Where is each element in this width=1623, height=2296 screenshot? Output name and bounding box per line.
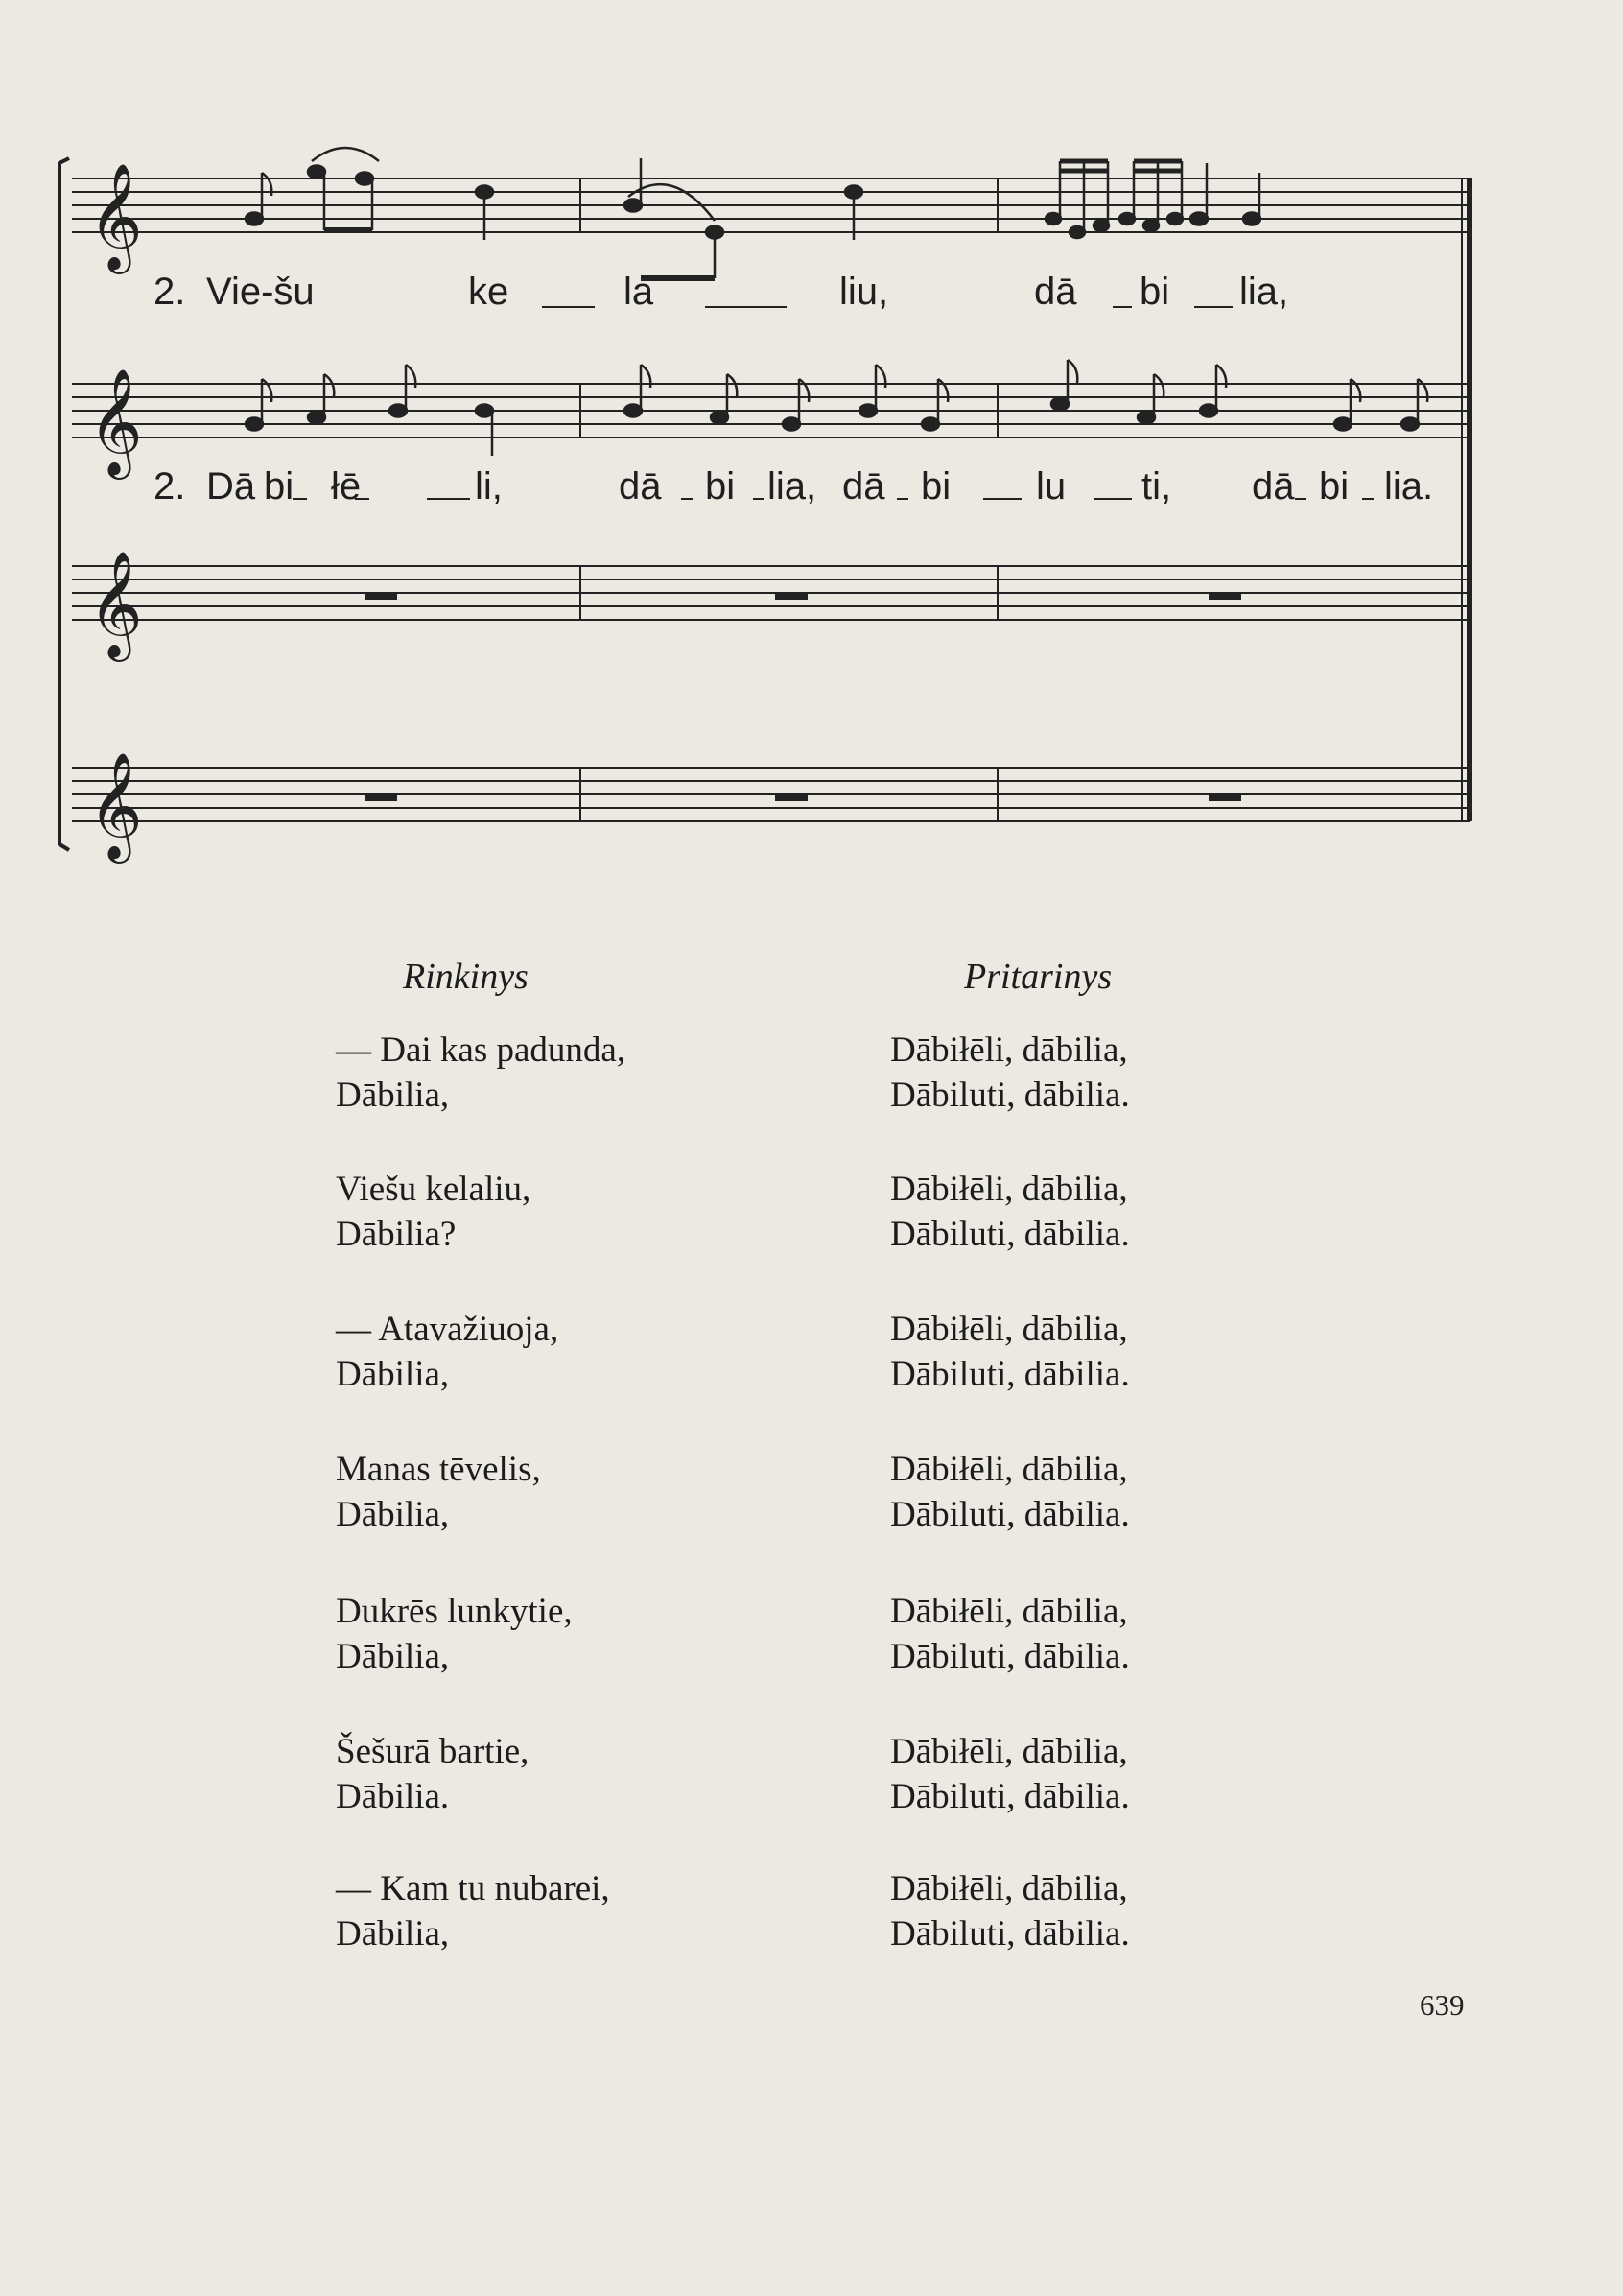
lyric-syllable: lia. xyxy=(1384,465,1434,508)
whole-rests xyxy=(365,593,1241,801)
verse-line: — Dai kas padunda, xyxy=(336,1030,626,1070)
lyric-syllable: bi xyxy=(705,465,736,508)
refrain-line: Dābiluti, dābilia. xyxy=(890,1637,1130,1676)
staff-3 xyxy=(72,566,1470,620)
lyric-syllable: la xyxy=(623,271,654,313)
lyric-syllable: dā xyxy=(1252,465,1295,508)
refrain-line: Dābiluti, dābilia. xyxy=(890,1355,1130,1394)
stanza-right xyxy=(890,1307,1130,1397)
lyric-syllable: bi xyxy=(1140,271,1170,313)
lyric-syllable: bi xyxy=(921,465,952,508)
staff-4 xyxy=(72,768,1470,821)
music-score xyxy=(0,0,1623,864)
lyric-syllable: lia, xyxy=(1239,271,1289,313)
stanza-left xyxy=(336,1589,573,1679)
refrain-line: Dābiluti, dābilia. xyxy=(890,1215,1130,1254)
treble-clef-icon: 𝄞 xyxy=(88,162,143,270)
stanza-left xyxy=(336,1307,558,1397)
refrain-line: Dābiłēli, dābilia, xyxy=(890,1170,1128,1209)
lyric-syllable: dā xyxy=(1034,271,1077,313)
treble-clef-icon: 𝄞 xyxy=(88,550,143,657)
staff-1-notes xyxy=(246,148,1260,278)
verse-line: Dābilia, xyxy=(336,1076,450,1115)
lyric-syllable: liu, xyxy=(839,271,889,313)
lyric-verse-number: 2. xyxy=(153,271,186,313)
score-staves xyxy=(0,0,1623,864)
lyric-dashes xyxy=(293,307,1374,499)
lyric-syllable: ti, xyxy=(1141,465,1172,508)
verse-line: Dukrēs lunkytie, xyxy=(336,1592,573,1631)
refrain-line: Dābiłēli, dābilia, xyxy=(890,1592,1128,1631)
stanza-left xyxy=(336,1729,529,1819)
lyric-syllable: łē xyxy=(331,465,362,508)
stanza-left xyxy=(336,1866,610,1956)
refrain-line: Dābiluti, dābilia. xyxy=(890,1777,1130,1816)
refrain-line: Dābiłēli, dābilia, xyxy=(890,1450,1128,1489)
lyric-syllable: bi xyxy=(1319,465,1350,508)
lyric-syllable: dā xyxy=(619,465,662,508)
verse-line: — Atavažiuoja, xyxy=(336,1310,559,1349)
refrain-line: Dābiłēli, dābilia, xyxy=(890,1030,1128,1070)
verse-line: Viešu kelaliu, xyxy=(336,1170,531,1209)
verse-line: Dābilia? xyxy=(336,1215,457,1254)
stanza-left xyxy=(336,1028,625,1118)
stanza-left xyxy=(336,1167,530,1257)
lyric-syllable: lu xyxy=(1036,465,1067,508)
heading-pritarinys: Pritarinys xyxy=(964,957,1113,997)
refrain-line: Dābiłēli, dābilia, xyxy=(890,1310,1128,1349)
lyric-syllable: bi xyxy=(264,465,294,508)
verse-line: Dābilia, xyxy=(336,1495,450,1534)
verse-line: Manas tēvelis, xyxy=(336,1450,541,1489)
stanza-right xyxy=(890,1167,1130,1257)
verse-line: — Kam tu nubarei, xyxy=(336,1869,610,1908)
lyric-syllable: Dā xyxy=(206,465,256,508)
stanza-right xyxy=(890,1028,1130,1118)
stanza-right xyxy=(890,1589,1130,1679)
stanza-right xyxy=(890,1866,1130,1956)
staff-2-notes xyxy=(246,360,1427,456)
system-bracket xyxy=(59,158,69,850)
refrain-line: Dābiłēli, dābilia, xyxy=(890,1869,1128,1908)
refrain-line: Dābiłēli, dābilia, xyxy=(890,1732,1128,1771)
verse-line: Dābilia. xyxy=(336,1777,450,1816)
verse-line: Dābilia, xyxy=(336,1637,450,1676)
lyric-syllable: li, xyxy=(475,465,503,508)
refrain-line: Dābiluti, dābilia. xyxy=(890,1495,1130,1534)
refrain-line: Dābiluti, dābilia. xyxy=(890,1076,1130,1115)
treble-clef-icon: 𝄞 xyxy=(88,751,143,859)
lyric-syllable: Vie-šu xyxy=(206,271,315,313)
lyric-syllable: ke xyxy=(468,271,509,313)
stanza-right xyxy=(890,1447,1130,1537)
refrain-line: Dābiluti, dābilia. xyxy=(890,1914,1130,1953)
lyric-syllable: dā xyxy=(842,465,885,508)
stanza-right xyxy=(890,1729,1130,1819)
verse-line: Dābilia, xyxy=(336,1355,450,1394)
staff-2 xyxy=(72,384,1470,438)
page-number: 639 xyxy=(1420,1988,1465,2022)
treble-clef-icon: 𝄞 xyxy=(88,367,143,475)
lyric-verse-number: 2. xyxy=(153,465,186,508)
heading-rinkinys: Rinkinys xyxy=(403,957,529,997)
verse-line: Šešurā bartie, xyxy=(336,1732,529,1771)
stanza-left xyxy=(336,1447,541,1537)
verse-line: Dābilia, xyxy=(336,1914,450,1953)
lyric-syllable: lia, xyxy=(767,465,817,508)
